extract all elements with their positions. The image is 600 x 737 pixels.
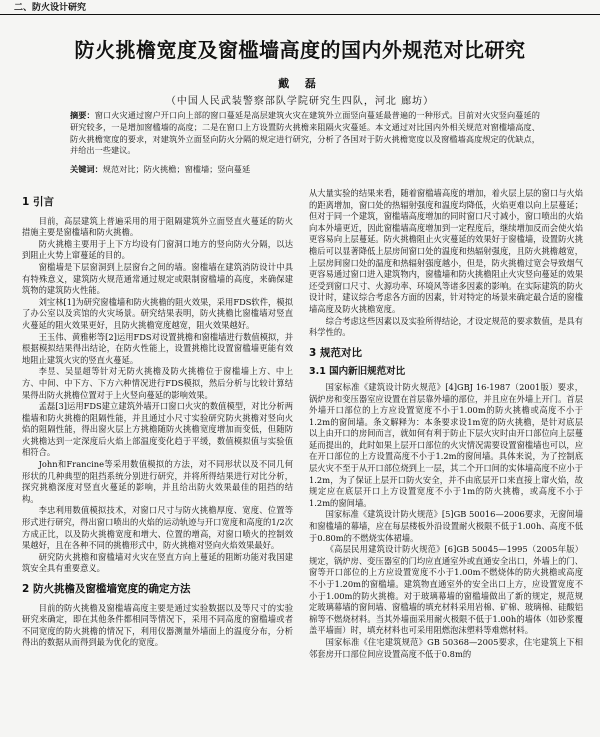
abstract-text: 窗口火灾通过窗户开口向上部的窗口蔓延是高层建筑火灾在建筑外立面竖向蔓延最普遍的一种形式。目前对火灾竖向蔓延的研究较多，一是增加窗槛墙的高度；二是在窗口上方设置防火挑檐来阻隔火灾蔓延。本文通过对比国内外相关规范对窗槛墙高度、防火挑檐宽度的要求，对建筑外立面竖向防火分隔的规定进行研究，分析了各国对于防火挑檐宽度以及窗槛墙高度规定的优缺点，并给出一些建议。 bbox=[70, 110, 540, 156]
body-paragraph: 国家标准《建筑设计防火规范》[5]GB 50016—2006要求，无窗间墙和窗槛墙的幕墙，应在每层楼板外沿设置耐火极限不低于1.00h、高度不低于0.80m的不燃烧实体裙墙。 bbox=[309, 509, 583, 543]
keywords bbox=[70, 164, 540, 175]
body-paragraph: 王玉伟、黄雅彬等[2]运用FDS对设置挑檐和窗槛墙进行数值模拟，并根据模拟结果得出结论，在防火性能上，设置挑檐比设置窗槛墙更能有效地阻止建筑火灾的竖直火蔓延。 bbox=[22, 331, 293, 365]
author-affiliation: （中国人民武装警察部队学院研究生四队，河北 廊坊） bbox=[165, 96, 435, 107]
section-label: 二、防火设计研究 bbox=[14, 3, 87, 13]
section-heading: 2 防火挑檐及窗槛墙宽度的确定方法 bbox=[22, 583, 191, 595]
keywords-label: 关键词： bbox=[70, 164, 103, 174]
body-paragraph: 《高层民用建筑设计防火规范》[6]GB 50045—1995（2005年版）规定，锅炉房、变压器室的门均应直通室外或直通安全出口，外墙上的门、窗等开口部位的上方应设置宽度不小于1.00m不燃烧体的防火挑檐或高度不小于1.20m的窗槛墙。建筑物直通室外的安全出口上方，应设置宽度不小于1.00m的防火挑檐。对于玻璃幕墙的窗槛墙做出了新的规定，规范规定玻璃幕墙的窗间墙、窗槛墙的填充材料采用岩棉、矿棉、玻璃棉、硅酸铝棉等不燃烧材料。当其外墙面采用耐火极限不低于1.00h的墙体（如砂浆覆盖平墙面）时，填充材料也可采用阻燃泡沫塑料等难燃材料。 bbox=[309, 544, 583, 636]
body-paragraph: 刘宝林[1]为研究窗槛墙和防火挑檐的阻火效果，采用FDS软件，模拟了办公室以及宾馆的火灾场景。研究结果表明，防火挑檐比窗槛墙对竖直火蔓延的阻火效果更好，且防火挑檐宽度越宽，阻火效果越好。 bbox=[22, 296, 293, 330]
abstract bbox=[70, 110, 540, 157]
left-column bbox=[22, 188, 293, 733]
body-paragraph: 目前，高层建筑上普遍采用的用于阻隔建筑外立面竖直火蔓延的防火措施主要是窗槛墙和防火挑檐。 bbox=[22, 215, 293, 238]
body-paragraph: 从大量实验的结果来看，随着窗槛墙高度的增加，着火层上层的窗口与火焰的距离增加，窗口处的热辐射强度和温度均降低，火焰更难以向上层蔓延；但对于同一个建筑，窗槛墙高度增加的同时窗口尺寸减小，窗口喷出的火焰向本外墙更近，因此窗槛墙高度增加到一定程度后，继续增加反而会使火焰更容易向上层蔓延。防火挑檐阻止火灾蔓延的效果好于窗槛墙，设置防火挑檐后可以显著降低上层房间窗口处的温度和热辐射强度，且防火挑檐越宽，上层房间窗口处的温度和热辐射强度越小，但是，防火挑檐过宽会导致烟气更容易通过窗口进入建筑物内，窗槛墙和防火挑檐阻止火灾竖向蔓延的效果还受到窗口尺寸、火源功率、环境风等诸多因素的影响。在实际建筑的防火设计时，建议综合考虑各方面的因素，针对特定的场景来确定最合适的窗槛墙高度及防火挑檐宽度。 bbox=[309, 188, 583, 314]
right-column bbox=[309, 188, 583, 733]
body-paragraph: 防火挑檐主要用于上下方均设有门窗洞口地方的竖向防火分隔，以达到阻止火势上窜蔓延的目的。 bbox=[22, 238, 293, 261]
body-paragraph: 研究防火挑檐和窗槛墙对火灾在竖直方向上蔓延的阻断功能对我国建筑安全具有重要意义。 bbox=[22, 551, 293, 574]
body-paragraph: 窗槛墙是下层窗洞到上层窗台之间的墙。窗槛墙在建筑消防设计中具有特殊意义，建筑防火规范通常通过规定或限制窗槛墙的高度，来确保建筑物的建筑防火性能。 bbox=[22, 261, 293, 296]
section-heading: 1 引言 bbox=[22, 196, 54, 208]
body-paragraph: 目前的防火挑檐及窗槛墙高度主要是通过实验数据以及等尺寸的实验研究来确定，即在其他条件都相同等情况下，采用不同高度的窗槛墙或者不同宽度的防火挑檐的情况下，利用仪器测量外墙面上的温度分布，分析得出的数据从而得到最为优化的宽度。 bbox=[22, 602, 293, 648]
running-header bbox=[0, 0, 600, 15]
body-paragraph: John和Francine等采用数值模拟的方法，对不同形状以及不同几何形状的几种典型的阻挡系统分别进行研究，并将所得结果进行对比分析，探究挑檐深度对竖直火蔓延的影响，并且给出防火效果最佳的阻挡的结构。 bbox=[22, 459, 293, 504]
section-heading: 3 规范对比 bbox=[309, 346, 362, 359]
author-name: 戴 磊 bbox=[278, 77, 322, 90]
paper-title: 防火挑檐宽度及窗槛墙高度的国内外规范对比研究 bbox=[74, 38, 526, 62]
abstract-label: 摘要： bbox=[70, 110, 95, 120]
body-paragraph: 国家标准《建筑设计防火规范》[4]GBJ 16-1987（2001版）要求，锅炉房和变压器室应设置在首层靠外墙的部位，并且应在外墙上开门。首层外墙开口部位的上方应设置宽度不小于1.00m的防火挑檐或高度不小于1.2m的窗间墙。条文解释为：本条要求设1m宽的防火挑檐，是针对底层以上由开口的房间而言，就如何有利于防止下层火灾时由开口部位向上层蔓延而提出的，此时如果上层开口部位的火灾情况需要设置窗槛墙也可以，应在开口部位的上方设置高度不小于1.2m的窗间墙。具体来说，为了控制底层火灾不至于从开口部位烧到上一层，其二个开口间的实体墙高度不应小于1.2m，为了保证上层开口防火安全，并不由底层开口来直接上窜火焰，故规定应在底层开口上方设置宽度不小于1m的防火挑檐，或高度不小于1.2m的窗间墙。 bbox=[309, 381, 583, 508]
body-paragraph: 综合考虑这些因素以及实验所得结论，才设定规范的要求数值，是具有科学性的。 bbox=[309, 315, 583, 338]
body-paragraph: 国家标准《住宅建筑规范》GB 50368—2005要求，住宅建筑上下相邻套房开口部位间应设置高度不低于0.8m的 bbox=[309, 636, 583, 659]
body-paragraph: 孟磊[3]运用FDS建立建筑外墙开口窗口火灾的数值模型，对比分析两槛墙和防火挑檐的阻隔性能，并且通过小尺寸实验研究防火挑檐对竖向火焰的阻隔性能，得出窗火层上方挑檐随防火挑檐宽度增加而变低，但随防火挑檐达到一定深度后火焰上部温度变化趋于平缓，数值模拟值与实验值相符合。 bbox=[22, 401, 293, 458]
body-paragraph: 李昱、吴显超等针对无防火挑檐及防火挑檐位于窗槛墙上方、中上方、中间、中下方、下方六种情况进行FDS模拟，然后分析与比较计算结果得出防火挑檐位置对于上火竖向蔓延的影响效果。 bbox=[22, 366, 293, 400]
body-paragraph: 李忠利用数值模拟技术，对窗口尺寸与防火挑檐厚度、宽度、位置等形式进行研究，得出窗口喷出的火焰的运动轨迹与开口宽度和高度的1/2次方成正比，以及防火挑檐宽度和增大、位置的增高，对窗口喷火的控制效果越好，且在各种不同的挑檐形式中，防火挑檐对竖向火焰效果最好。 bbox=[22, 505, 293, 551]
keywords-text: 规范对比；防火挑檐；窗槛墙；竖向蔓延 bbox=[102, 164, 251, 174]
subsection-heading: 3.1 国内新旧规范对比 bbox=[309, 366, 406, 378]
